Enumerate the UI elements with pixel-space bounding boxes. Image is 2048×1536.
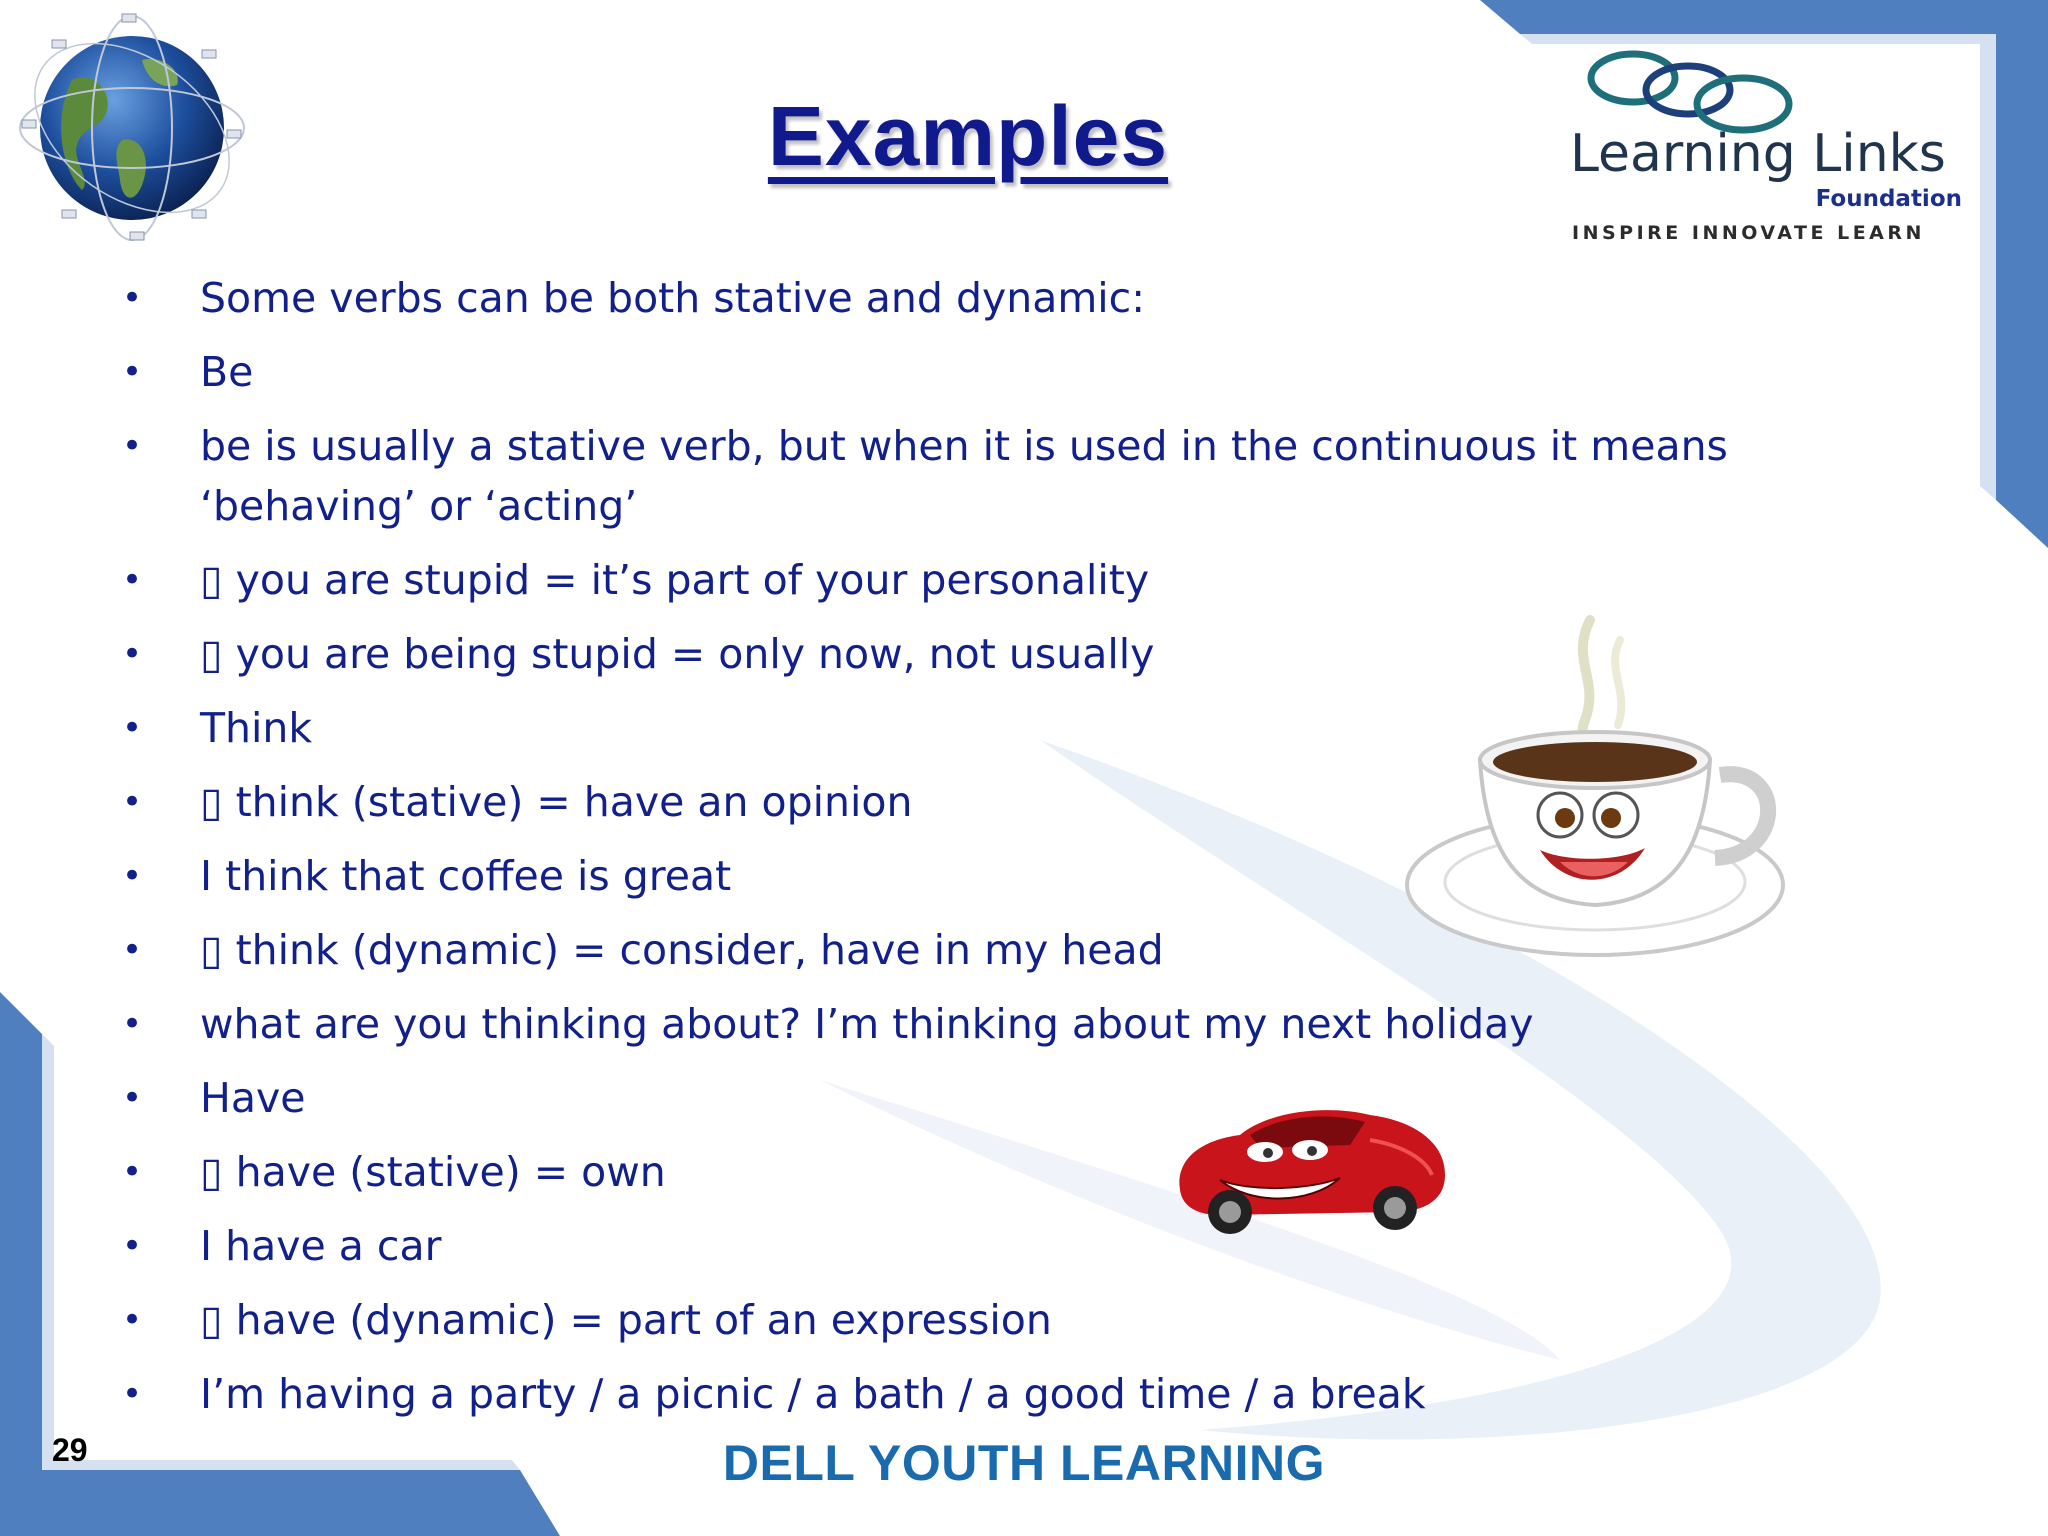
bullet-dot: •: [122, 708, 143, 748]
bullet-text: ▯ you are stupid = it’s part of your personality: [200, 556, 1150, 604]
bullet-item: [118, 416, 1778, 536]
learning-links-logo: [1566, 44, 1966, 254]
bullet-item: [118, 342, 1778, 402]
bullet-text: Have: [200, 1074, 306, 1122]
bullet-dot: •: [122, 426, 143, 466]
bullet-dot: •: [122, 1300, 143, 1340]
bullet-dot: •: [122, 1226, 143, 1266]
bullet-dot: •: [122, 782, 143, 822]
bullet-text: ▯ you are being stupid = only now, not usually: [200, 630, 1155, 678]
bullet-dot: •: [122, 634, 143, 674]
bullet-dot: •: [122, 856, 143, 896]
bullet-dot: •: [122, 930, 143, 970]
page-number: 29: [52, 1432, 88, 1468]
bullet-dot: •: [122, 560, 143, 600]
bullet-item: [118, 1068, 1778, 1128]
bullet-text: ▯ have (stative) = own: [200, 1148, 666, 1196]
bullet-item: [118, 1364, 1778, 1424]
bullet-dot: •: [122, 278, 143, 318]
footer-text: DELL YOUTH LEARNING: [722, 1435, 1326, 1491]
logo-name: Learning Links: [1570, 124, 1946, 184]
bullet-text: I think that coffee is great: [200, 852, 732, 900]
bullet-item: [118, 1142, 1778, 1202]
bullet-dot: •: [122, 1078, 143, 1118]
bullet-text: what are you thinking about? I’m thinking about my next holiday: [200, 1000, 1534, 1048]
bullet-dot: •: [122, 1152, 143, 1192]
red-car-icon: [1160, 1080, 1460, 1240]
bullet-item: [118, 994, 1778, 1054]
bullet-item: [118, 1290, 1778, 1350]
bullet-text: ▯ have (dynamic) = part of an expression: [200, 1296, 1052, 1344]
slide-title: Examples: [767, 89, 1169, 183]
bullet-text: I have a car: [200, 1222, 442, 1270]
bullet-text: Be: [200, 348, 254, 396]
bullet-dot: •: [122, 1004, 143, 1044]
bullet-text: Some verbs can be both stative and dynamic:: [200, 274, 1146, 322]
bullet-text: be is usually a stative verb, but when it is used in the continuous it means ‘behaving’ or ‘acting’: [200, 422, 1728, 530]
logo-sub: Foundation: [1815, 186, 1962, 212]
bullet-text: ▯ think (stative) = have an opinion: [200, 778, 913, 826]
bullet-item: [118, 1216, 1778, 1276]
coffee-cup-icon: [1400, 600, 1790, 980]
bullet-text: Think: [200, 704, 313, 752]
bullet-dot: •: [122, 352, 143, 392]
logo-tagline: INSPIRE INNOVATE LEARN: [1572, 222, 1925, 244]
bullet-item: [118, 268, 1778, 328]
bullet-text: I’m having a party / a picnic / a bath / a good time / a break: [200, 1370, 1426, 1418]
bullet-dot: •: [122, 1374, 143, 1414]
bullet-text: ▯ think (dynamic) = consider, have in my head: [200, 926, 1164, 974]
